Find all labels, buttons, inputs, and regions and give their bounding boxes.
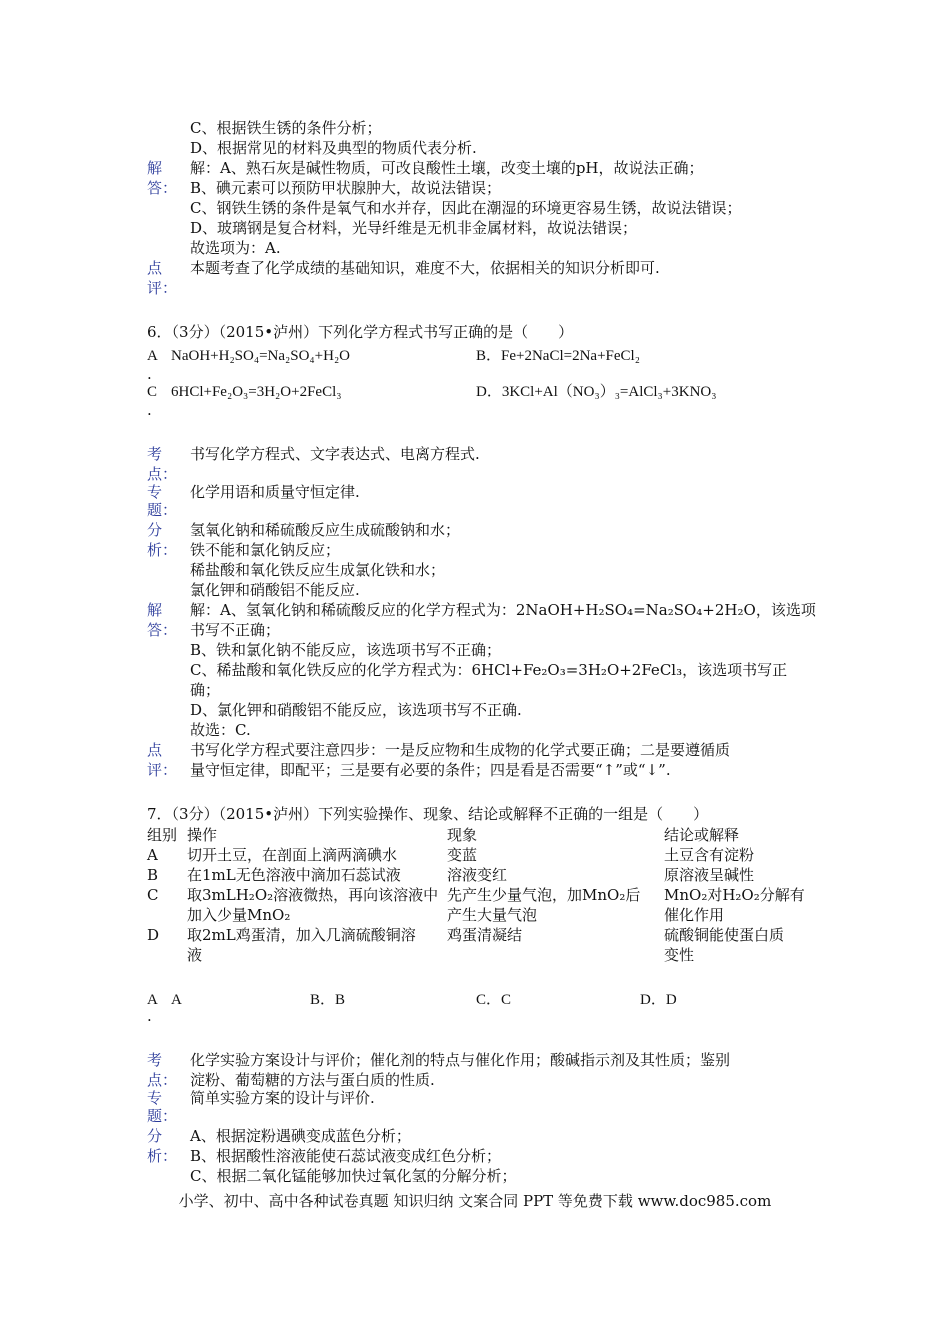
fenxi-label-2: 析： [147, 1147, 178, 1165]
table-cell: 加入少量MnO₂ [187, 906, 291, 924]
option-a-label: A [147, 992, 158, 1008]
fenxi-line: C、根据二氧化锰能够加快过氧化氢的分解分析； [190, 1167, 517, 1185]
zhuanti-label: 专 [147, 483, 163, 501]
option-d: D．D [640, 992, 677, 1008]
table-cell: 变蓝 [447, 846, 478, 864]
option-c: C．C [476, 992, 512, 1008]
option-dot: . [147, 401, 152, 419]
kaodian-label: 考 [147, 1051, 163, 1069]
table-cell: D [147, 926, 160, 944]
kaodian-label-2: 点： [147, 465, 178, 483]
table-cell: 产生大量气泡 [447, 906, 538, 924]
analysis-line-c: C、根据铁生锈的条件分析； [190, 119, 382, 137]
fenxi-line: 铁不能和氯化钠反应； [190, 541, 341, 559]
fenxi-label: 分 [147, 1127, 163, 1145]
table-cell: 变性 [664, 946, 695, 964]
page-footer: 小学、初中、高中各种试卷真题 知识归纳 文案合同 PPT 等免费下载 www.doc985.com [178, 1192, 772, 1210]
comment-text: 本题考查了化学成绩的基础知识，难度不大，依据相关的知识分析即可. [190, 259, 660, 277]
dianping-label: 点 [147, 741, 163, 759]
analysis-line-d: D、根据常见的材料及典型的物质代表分析. [190, 139, 477, 157]
option-a: A [171, 992, 182, 1008]
option-c-label: C [147, 384, 158, 400]
dianping-label-2: 评： [147, 761, 178, 779]
table-cell: 原溶液呈碱性 [664, 866, 755, 884]
zhuanti-label: 专 [147, 1089, 163, 1107]
option-dot: . [147, 1007, 152, 1025]
fenxi-line: 氯化钾和硝酸铝不能反应. [190, 581, 360, 599]
jieda-line: 确； [190, 681, 221, 699]
answer-line: B、碘元素可以预防甲状腺肿大，故说法错误； [190, 179, 502, 197]
comment-label: 点 [147, 259, 163, 277]
kaodian-label: 考 [147, 445, 163, 463]
comment-label-2: 评： [147, 279, 178, 297]
option-a: NaOH+H₂SO₄=Na₂SO₄+H₂O [171, 348, 351, 364]
table-cell: 催化作用 [664, 906, 725, 924]
table-cell: 硫酸铜能使蛋白质 [664, 926, 785, 944]
table-cell: 先产生少量气泡，加MnO₂后 [447, 886, 641, 904]
jieda-label-2: 答： [147, 621, 178, 639]
table-cell: 在1mL无色溶液中滴加石蕊试液 [187, 866, 401, 884]
kaodian-line: 淀粉、葡萄糖的方法与蛋白质的性质. [190, 1071, 435, 1089]
option-b: B．B [310, 992, 346, 1008]
table-cell: 土豆含有淀粉 [664, 846, 755, 864]
kaodian-line: 化学实验方案设计与评价；催化剂的特点与催化作用；酸碱指示剂及其性质；鉴别 [190, 1051, 731, 1069]
jieda-line: 书写不正确； [190, 621, 281, 639]
answer-line: 解：A、熟石灰是碱性物质，可改良酸性土壤，改变土壤的pH，故说法正确； [190, 159, 704, 177]
fenxi-line: B、根据酸性溶液能使石蕊试液变成红色分析； [190, 1147, 502, 1165]
fenxi-label: 分 [147, 521, 163, 539]
question-7-stem: 7．（3分）（2015•泸州）下列实验操作、现象、结论或解释不正确的一组是（ ） [147, 805, 709, 823]
table-cell: A [147, 846, 158, 864]
jieda-line: C、稀盐酸和氧化铁反应的化学方程式为：6HCl+Fe₂O₃=3H₂O+2FeCl₃，该选项书写正 [190, 661, 788, 679]
table-cell: 切开土豆，在剖面上滴两滴碘水 [187, 846, 398, 864]
jieda-line: B、铁和氯化钠不能反应，该选项书写不正确； [190, 641, 502, 659]
kaodian-text: 书写化学方程式、文字表达式、电离方程式. [190, 445, 480, 463]
table-cell: 溶液变红 [447, 866, 508, 884]
zhuanti-text: 化学用语和质量守恒定律. [190, 483, 360, 501]
answer-line: 故选项为：A. [190, 239, 281, 257]
table-cell: 鸡蛋清凝结 [447, 926, 523, 944]
table-cell: 取3mLH₂O₂溶液微热，再向该溶液中 [187, 886, 439, 904]
table-header-group: 组别 [147, 826, 178, 844]
table-cell: B [147, 866, 159, 884]
fenxi-label-2: 析： [147, 541, 178, 559]
kaodian-label-2: 点： [147, 1071, 178, 1089]
question-6-stem: 6．（3分）（2015•泸州）下列化学方程式书写正确的是（ ） [147, 323, 574, 341]
zhuanti-text: 简单实验方案的设计与评价. [190, 1089, 375, 1107]
jieda-line: D、氯化钾和硝酸铝不能反应，该选项书写不正确. [190, 701, 522, 719]
answer-label-2: 答： [147, 179, 178, 197]
table-cell: C [147, 886, 159, 904]
dianping-line: 书写化学方程式要注意四步：一是反应物和生成物的化学式要正确；二是要遵循质 [190, 741, 731, 759]
table-header-phenomenon: 现象 [447, 826, 478, 844]
jieda-line: 故选：C. [190, 721, 251, 739]
option-a-label: A [147, 348, 158, 364]
jieda-label: 解 [147, 601, 163, 619]
zhuanti-label-2: 题： [147, 1107, 178, 1125]
zhuanti-label-2: 题： [147, 501, 178, 519]
option-dot: . [147, 365, 152, 383]
table-cell: 取2mL鸡蛋清，加入几滴硫酸铜溶 [187, 926, 416, 944]
fenxi-line: 氢氧化钠和稀硫酸反应生成硫酸钠和水； [190, 521, 461, 539]
option-c: 6HCl+Fe₂O₃=3H₂O+2FeCl₃ [171, 384, 342, 400]
jieda-line: 解：A、氢氧化钠和稀硫酸反应的化学方程式为：2NaOH+H₂SO₄=Na₂SO₄+2H₂O，该选项 [190, 601, 816, 619]
fenxi-line: 稀盐酸和氧化铁反应生成氯化铁和水； [190, 561, 446, 579]
table-cell: MnO₂对H₂O₂分解有 [664, 886, 805, 904]
table-header-conclusion: 结论或解释 [664, 826, 740, 844]
table-cell: 液 [187, 946, 203, 964]
dianping-line: 量守恒定律，即配平；三是要有必要的条件；四是看是否需要“↑”或“↓”. [190, 761, 671, 779]
answer-line: C、钢铁生锈的条件是氧气和水并存，因此在潮湿的环境更容易生锈，故说法错误； [190, 199, 742, 217]
option-b: B．Fe+2NaCl=2Na+FeCl₂ [476, 348, 640, 364]
option-d: D．3KCl+Al（NO₃）₃=AlCl₃+3KNO₃ [476, 384, 717, 400]
answer-line: D、玻璃钢是复合材料，光导纤维是无机非金属材料，故说法错误； [190, 219, 638, 237]
fenxi-line: A、根据淀粉遇碘变成蓝色分析； [190, 1127, 411, 1145]
table-header-operation: 操作 [187, 826, 218, 844]
answer-label: 解 [147, 159, 163, 177]
